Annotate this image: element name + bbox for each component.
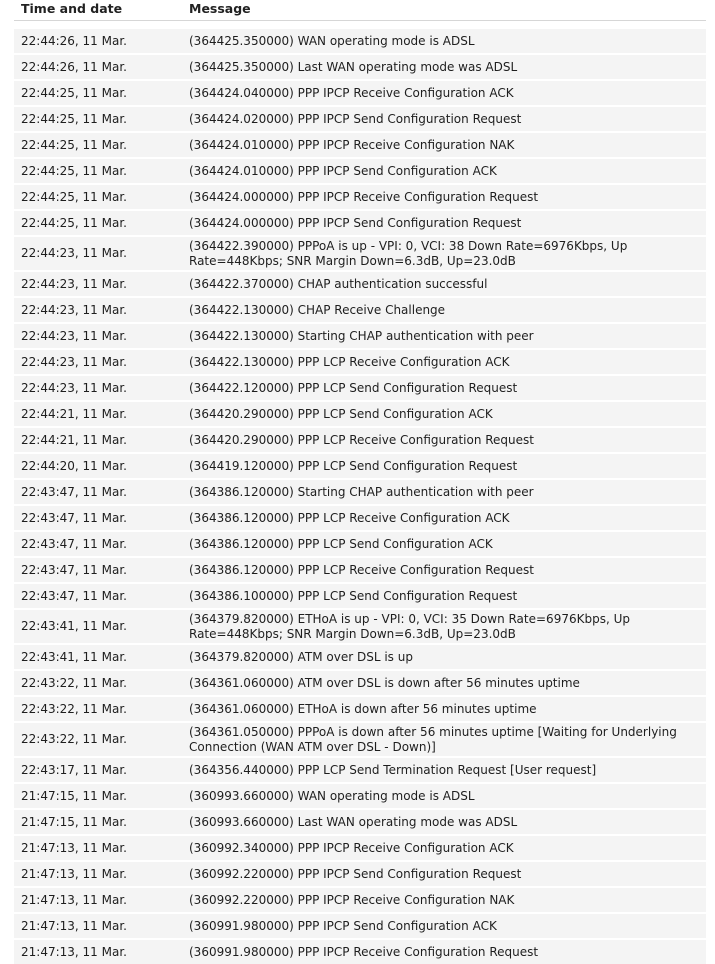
row-time: 22:44:21, 11 Mar.: [21, 432, 127, 447]
row-message: (364386.100000) PPP LCP Send Configuration Request: [189, 588, 518, 603]
header-message: Message: [189, 1, 251, 16]
row-message: (364424.010000) PPP IPCP Send Configuration ACK: [189, 163, 497, 178]
row-message: (364422.130000) Starting CHAP authentication with peer: [189, 328, 534, 343]
table-row: [14, 272, 706, 296]
table-row: [14, 940, 706, 964]
table-row: [14, 558, 706, 582]
row-message: (364424.040000) PPP IPCP Receive Configuration ACK: [189, 85, 514, 100]
row-message: (364361.050000) PPPoA is down after 56 minutes uptime [Waiting for Underlying Connection (WAN ATM over DSL - Down)]: [189, 724, 677, 754]
table-row: [14, 350, 706, 374]
row-time: 22:44:23, 11 Mar.: [21, 380, 127, 395]
table-row: [14, 81, 706, 105]
row-message: (360993.660000) WAN operating mode is ADSL: [189, 788, 475, 803]
row-time: 22:43:41, 11 Mar.: [21, 619, 127, 633]
row-time: 22:44:26, 11 Mar.: [21, 59, 127, 74]
table-row: [14, 914, 706, 938]
row-time: 21:47:15, 11 Mar.: [21, 814, 127, 829]
table-row: [14, 237, 706, 270]
table-row: [14, 645, 706, 669]
table-row: [14, 29, 706, 53]
table-row: [14, 376, 706, 400]
row-message: (364422.130000) PPP LCP Receive Configuration ACK: [189, 354, 510, 369]
row-message: (364356.440000) PPP LCP Send Termination Request [User request]: [189, 762, 597, 777]
row-time: 22:43:47, 11 Mar.: [21, 562, 127, 577]
table-row: [14, 862, 706, 886]
row-message: (364419.120000) PPP LCP Send Configuration Request: [189, 458, 518, 473]
row-message: (364386.120000) PPP LCP Send Configuration ACK: [189, 536, 493, 551]
row-message: (360991.980000) PPP IPCP Receive Configuration Request: [189, 944, 539, 959]
table-row: [14, 298, 706, 322]
table-row: [14, 758, 706, 782]
row-message: (364386.120000) PPP LCP Receive Configuration Request: [189, 562, 534, 577]
row-message: (364361.060000) ETHoA is down after 56 minutes uptime: [189, 701, 537, 716]
row-time: 21:47:13, 11 Mar.: [21, 918, 127, 933]
row-time: 22:43:47, 11 Mar.: [21, 484, 127, 499]
table-row: [14, 723, 706, 756]
row-time: 22:43:22, 11 Mar.: [21, 701, 127, 716]
table-body: [14, 29, 706, 964]
row-time: 22:44:25, 11 Mar.: [21, 215, 127, 230]
header-time-and-date: Time and date: [21, 1, 123, 16]
table-row: [14, 480, 706, 504]
row-message: (364425.350000) WAN operating mode is ADSL: [189, 33, 475, 48]
row-time: 21:47:13, 11 Mar.: [21, 840, 127, 855]
row-time: 22:44:21, 11 Mar.: [21, 406, 127, 421]
row-message: (360991.980000) PPP IPCP Send Configuration ACK: [189, 918, 497, 933]
row-message: (364425.350000) Last WAN operating mode was ADSL: [189, 59, 518, 74]
row-time: 22:44:25, 11 Mar.: [21, 163, 127, 178]
row-message: (360993.660000) Last WAN operating mode was ADSL: [189, 814, 518, 829]
row-message: (360992.340000) PPP IPCP Receive Configuration ACK: [189, 840, 514, 855]
row-time: 22:43:47, 11 Mar.: [21, 536, 127, 551]
table-row: [14, 402, 706, 426]
table-row: [14, 55, 706, 79]
row-message: (364420.290000) PPP LCP Receive Configuration Request: [189, 432, 534, 447]
table-row: [14, 810, 706, 834]
row-time: 22:44:26, 11 Mar.: [21, 33, 127, 48]
table-header: [14, 0, 706, 21]
table-row: [14, 324, 706, 348]
table-row: [14, 671, 706, 695]
table-row: [14, 454, 706, 478]
row-time: 22:44:25, 11 Mar.: [21, 189, 127, 204]
row-time: 21:47:13, 11 Mar.: [21, 892, 127, 907]
row-message: (364422.120000) PPP LCP Send Configuration Request: [189, 380, 518, 395]
table-row: [14, 784, 706, 808]
row-message: (360992.220000) PPP IPCP Receive Configuration NAK: [189, 892, 515, 907]
row-time: 22:43:41, 11 Mar.: [21, 649, 127, 664]
table-row: [14, 428, 706, 452]
row-time: 22:44:23, 11 Mar.: [21, 246, 127, 260]
table-row: [14, 836, 706, 860]
row-message: (364361.060000) ATM over DSL is down after 56 minutes uptime: [189, 675, 580, 690]
row-time: 22:44:23, 11 Mar.: [21, 276, 127, 291]
row-time: 22:44:25, 11 Mar.: [21, 111, 127, 126]
row-time: 22:43:17, 11 Mar.: [21, 762, 127, 777]
row-time: 21:47:13, 11 Mar.: [21, 866, 127, 881]
row-time: 22:43:47, 11 Mar.: [21, 510, 127, 525]
row-time: 22:44:25, 11 Mar.: [21, 85, 127, 100]
row-message: (360992.220000) PPP IPCP Send Configuration Request: [189, 866, 522, 881]
table-row: [14, 610, 706, 643]
table-row: [14, 185, 706, 209]
row-message: (364420.290000) PPP LCP Send Configuration ACK: [189, 406, 493, 421]
table-row: [14, 107, 706, 131]
table-row: [14, 211, 706, 235]
row-time: 22:43:47, 11 Mar.: [21, 588, 127, 603]
row-time: 21:47:13, 11 Mar.: [21, 944, 127, 959]
row-message: (364422.130000) CHAP Receive Challenge: [189, 302, 446, 317]
row-time: 22:44:20, 11 Mar.: [21, 458, 127, 473]
row-message: (364424.000000) PPP IPCP Receive Configuration Request: [189, 189, 539, 204]
table-row: [14, 133, 706, 157]
row-time: 22:44:23, 11 Mar.: [21, 354, 127, 369]
table-row: [14, 159, 706, 183]
row-time: 22:43:22, 11 Mar.: [21, 732, 127, 746]
row-time: 22:44:25, 11 Mar.: [21, 137, 127, 152]
table-row: [14, 532, 706, 556]
table-row: [14, 506, 706, 530]
row-time: 22:44:23, 11 Mar.: [21, 302, 127, 317]
table-row: [14, 584, 706, 608]
row-time: 22:44:23, 11 Mar.: [21, 328, 127, 343]
row-time: 21:47:15, 11 Mar.: [21, 788, 127, 803]
row-message: (364424.020000) PPP IPCP Send Configuration Request: [189, 111, 522, 126]
row-message: (364422.390000) PPPoA is up - VPI: 0, VCI: 38 Down Rate=6976Kbps, Up Rate=448Kbps; SNR Margin Down=6.3dB, Up=23.0dB: [189, 238, 628, 268]
table-row: [14, 697, 706, 721]
table-row: [14, 888, 706, 912]
row-message: (364424.010000) PPP IPCP Receive Configuration NAK: [189, 137, 515, 152]
row-message: (364386.120000) PPP LCP Receive Configuration ACK: [189, 510, 510, 525]
row-message: (364379.820000) ATM over DSL is up: [189, 649, 413, 664]
row-message: (364422.370000) CHAP authentication successful: [189, 276, 488, 291]
row-time: 22:43:22, 11 Mar.: [21, 675, 127, 690]
row-message: (364379.820000) ETHoA is up - VPI: 0, VCI: 35 Down Rate=6976Kbps, Up Rate=448Kbps; SNR Margin Down=6.3dB, Up=23.0dB: [189, 611, 630, 641]
row-message: (364424.000000) PPP IPCP Send Configuration Request: [189, 215, 522, 230]
row-message: (364386.120000) Starting CHAP authentication with peer: [189, 484, 534, 499]
